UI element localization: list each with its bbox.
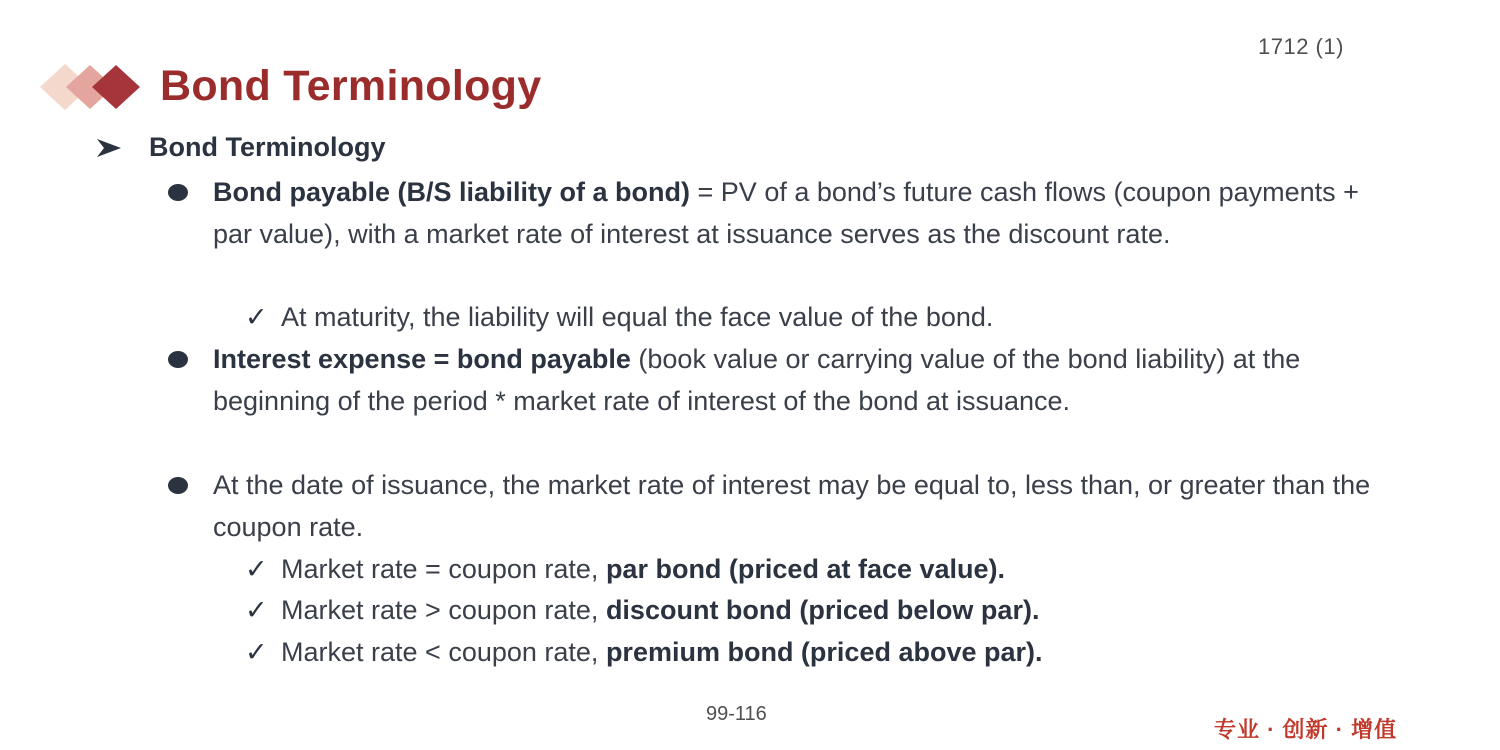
check-bold-text: discount bond (priced below par). — [605, 595, 1040, 625]
filled-circle-icon — [168, 351, 188, 368]
bullet-text: (book value or carrying value of the bond liability) at the beginning of the period * market rate of interest of the bond at issuance. — [213, 344, 1301, 416]
bullet-text: = PV of a bond’s future cash flows (coupon payments + par value), with a market rate of interest at issuance serves as the discount rate. — [213, 177, 1359, 249]
bullet-bold-text: Interest expense = bond payable — [213, 344, 631, 374]
page-number: 99-116 — [706, 703, 767, 725]
check-item-premium-bond — [245, 631, 1043, 673]
check-mark-icon: ✓ — [245, 595, 268, 625]
outline-heading — [95, 132, 386, 163]
check-bold-text: par bond (priced at face value). — [605, 554, 1006, 584]
check-text: Market rate > coupon rate, — [281, 595, 606, 625]
check-text: Market rate = coupon rate, — [281, 554, 606, 584]
footer-brand-slogan: 专业 · 创新 · 增值 — [1214, 717, 1398, 742]
check-mark-icon: ✓ — [245, 637, 268, 667]
filled-circle-icon — [168, 184, 188, 201]
slide-code: 1712 (1) — [1258, 34, 1344, 59]
check-item-maturity — [245, 296, 993, 338]
bullet-text: At the date of issuance, the market rate of interest may be equal to, less than, or greater than the coupon rate. — [213, 470, 1371, 542]
filled-circle-icon — [168, 477, 188, 494]
bullet-bold-text: Bond payable (B/S liability of a bond) — [213, 177, 691, 207]
bullet-interest-expense — [213, 338, 1403, 422]
bullet-bond-payable — [213, 171, 1403, 255]
check-text: At maturity, the liability will equal the face value of the bond. — [281, 302, 994, 332]
check-item-discount-bond — [245, 589, 1039, 631]
check-bold-text: premium bond (priced above par). — [605, 637, 1043, 667]
bullet-issuance-date — [213, 464, 1403, 548]
outline-heading-label: Bond Terminology — [149, 132, 386, 162]
check-text: Market rate < coupon rate, — [281, 637, 606, 667]
page-title: Bond Terminology — [160, 62, 542, 110]
check-mark-icon: ✓ — [245, 554, 268, 584]
check-item-par-bond — [245, 548, 1005, 590]
check-mark-icon: ✓ — [245, 302, 268, 332]
arrowhead-icon — [95, 136, 123, 160]
